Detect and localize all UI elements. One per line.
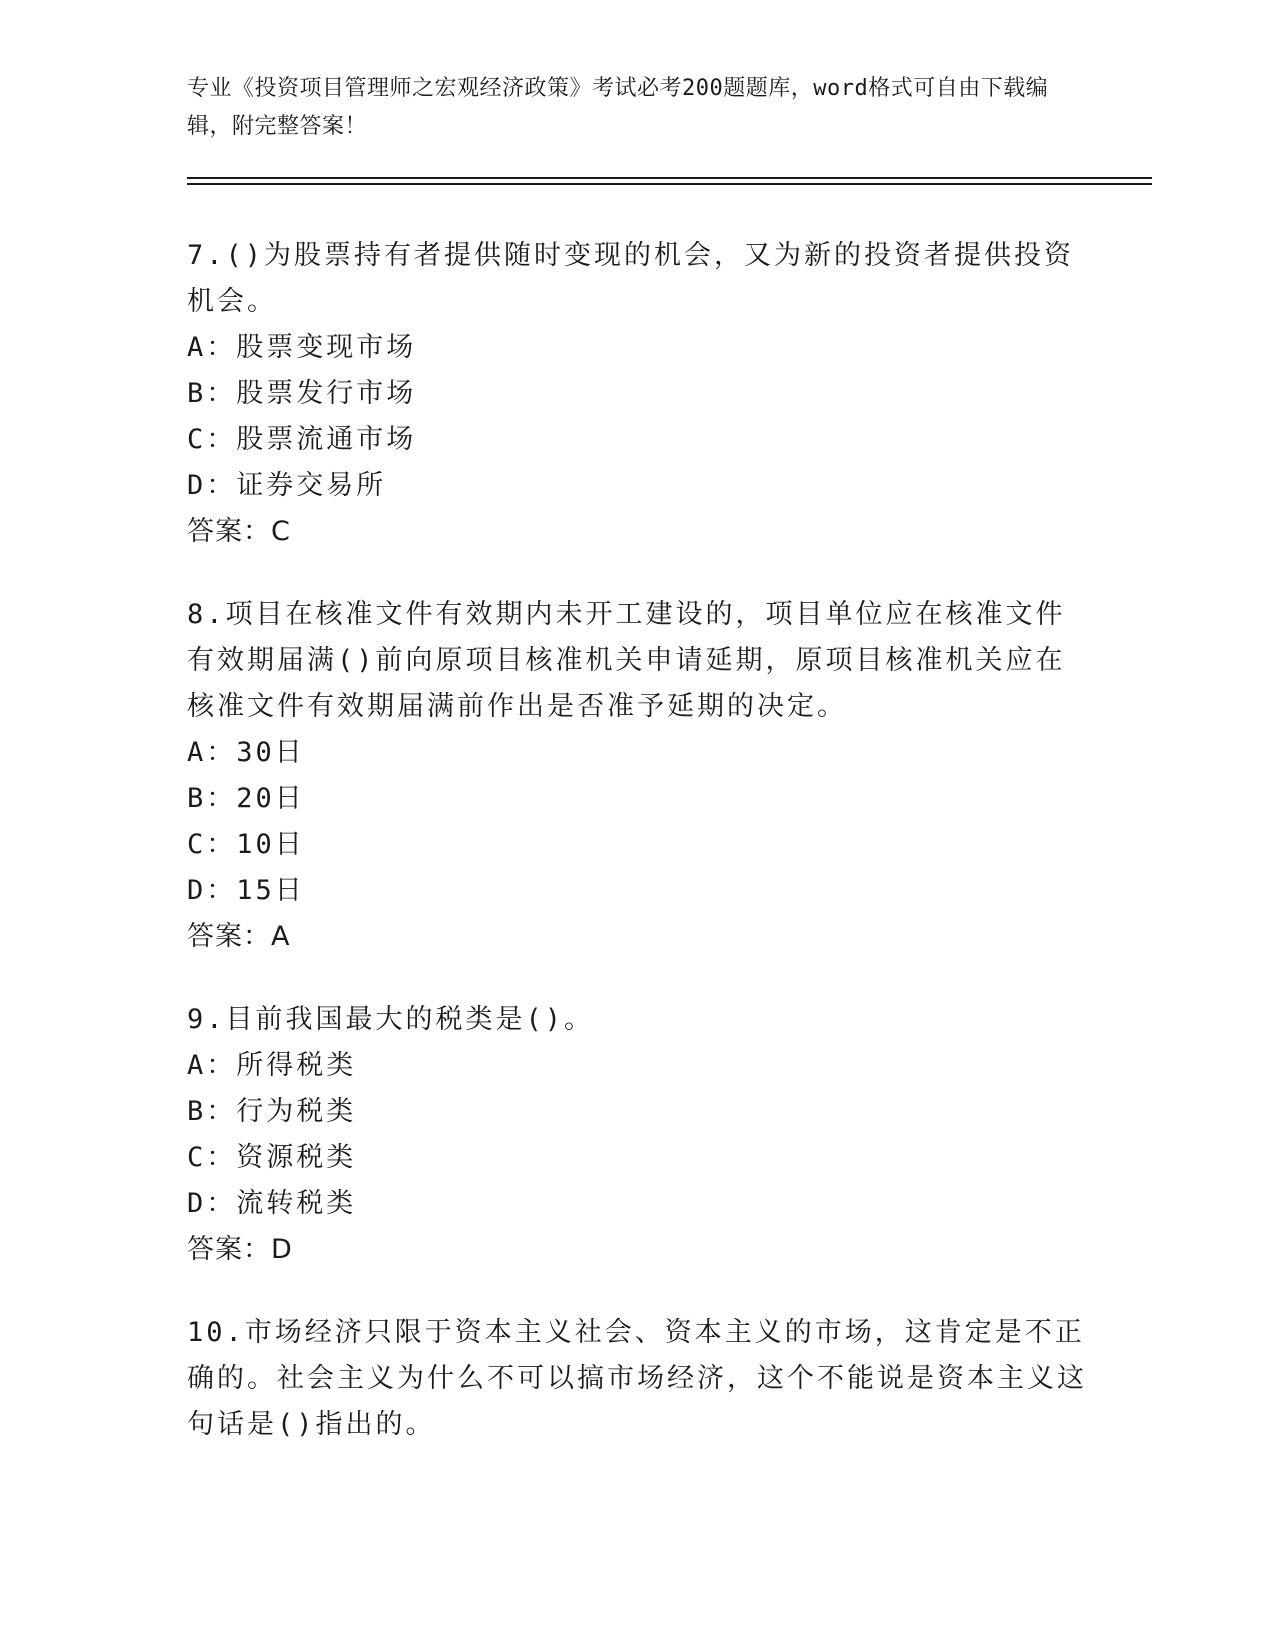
option-c: C：股票流通市场 xyxy=(187,424,417,455)
option-b: B：行为税类 xyxy=(187,1096,357,1127)
option-c: C：10日 xyxy=(187,829,305,860)
option-d: D：15日 xyxy=(187,875,305,906)
question-stem: 9.目前我国最大的税类是()。 xyxy=(187,1004,595,1035)
option-a: A：所得税类 xyxy=(187,1050,357,1081)
answer-line: 答案：A xyxy=(187,921,291,952)
divider-line-top xyxy=(187,177,1152,179)
question-item xyxy=(187,592,1087,960)
answer-line: 答案：C xyxy=(187,516,291,547)
option-d: D：流转税类 xyxy=(187,1188,357,1219)
option-d: D：证券交易所 xyxy=(187,470,387,501)
divider-line-bottom xyxy=(187,183,1152,185)
question-list xyxy=(187,233,1087,1485)
header-divider xyxy=(187,177,1152,185)
question-stem: 10.市场经济只限于资本主义社会、资本主义的市场，这肯定是不正确的。社会主义为什么不可以搞市场经济，这个不能说是资本主义这句话是()指出的。 xyxy=(187,1317,1087,1440)
option-c: C：资源税类 xyxy=(187,1142,357,1173)
question-item xyxy=(187,1310,1087,1448)
question-stem: 7.()为股票持有者提供随时变现的机会，又为新的投资者提供投资机会。 xyxy=(187,240,1075,317)
option-b: B：20日 xyxy=(187,783,305,814)
question-item xyxy=(187,997,1087,1273)
option-b: B：股票发行市场 xyxy=(187,378,417,409)
option-a: A：30日 xyxy=(187,737,305,768)
option-a: A：股票变现市场 xyxy=(187,332,417,363)
header-block xyxy=(187,70,1087,146)
question-item xyxy=(187,233,1087,555)
header-note: 专业《投资项目管理师之宏观经济政策》考试必考200题题库，word格式可自由下载编辑，附完整答案！ xyxy=(187,76,1049,139)
answer-line: 答案：D xyxy=(187,1234,293,1265)
question-stem: 8.项目在核准文件有效期内未开工建设的，项目单位应在核准文件有效期届满()前向原项目核准机关申请延期，原项目核准机关应在核准文件有效期届满前作出是否准予延期的决定。 xyxy=(187,599,1066,722)
